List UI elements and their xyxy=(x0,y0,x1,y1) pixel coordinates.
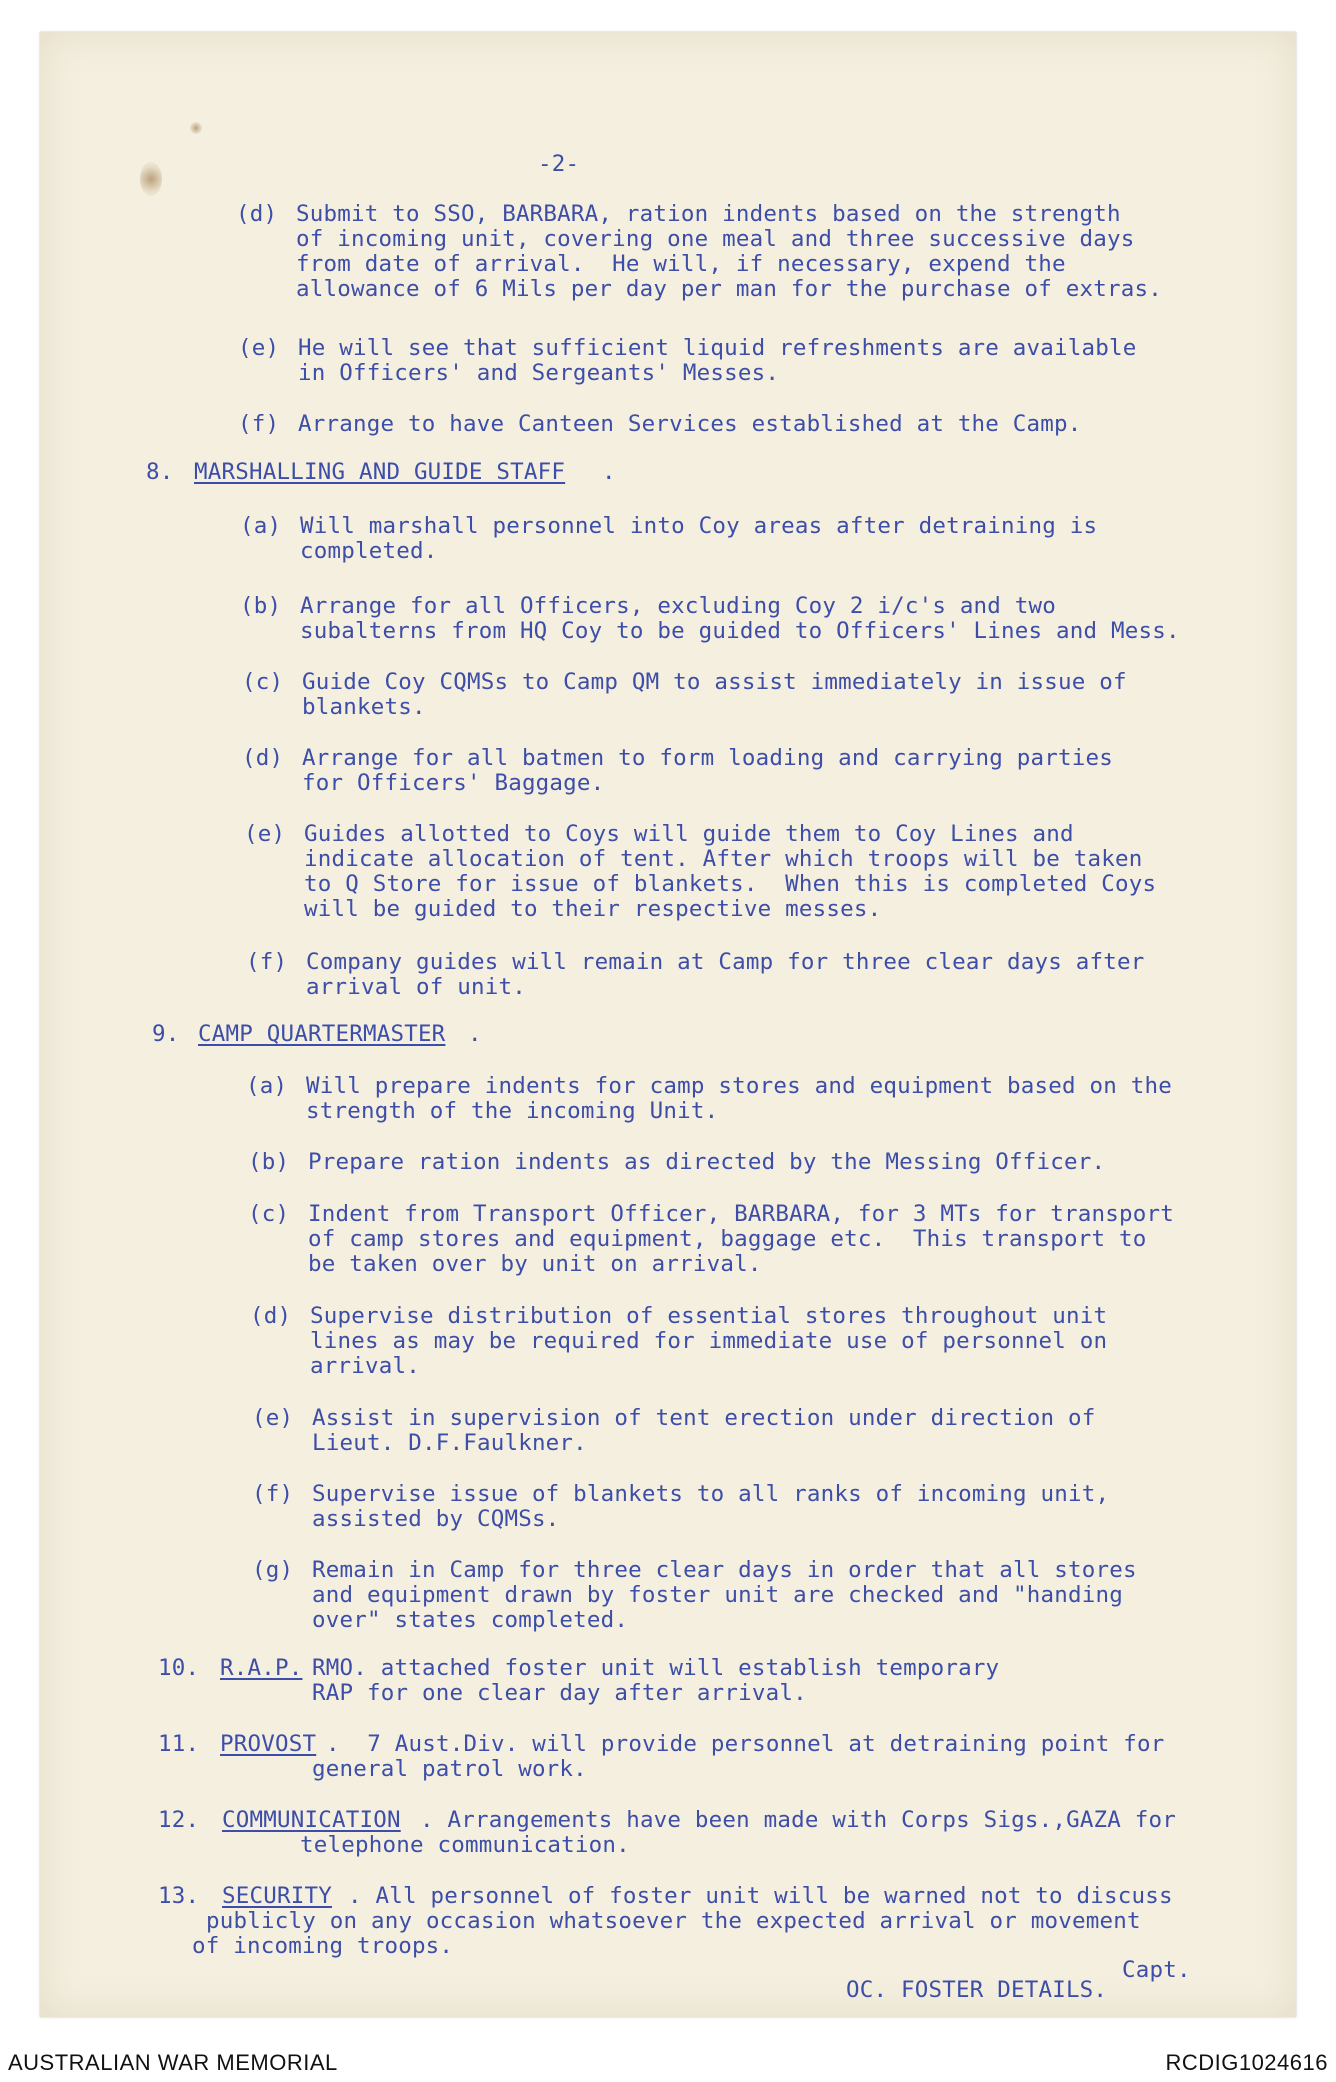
item-line: for Officers' Baggage. xyxy=(302,770,605,796)
item-line: blankets. xyxy=(302,694,426,720)
section-text: general patrol work. xyxy=(312,1756,587,1782)
item-line: strength of the incoming Unit. xyxy=(306,1098,719,1124)
item-line: Will prepare indents for camp stores and equipment based on the xyxy=(306,1073,1173,1099)
item-line: Supervise issue of blankets to all ranks of incoming unit, xyxy=(312,1481,1110,1507)
item-line: Guides allotted to Coys will guide them to Coy Lines and xyxy=(304,821,1074,847)
section-text: publicly on any occasion whatsoever the expected arrival or movement xyxy=(206,1908,1141,1934)
item-line: of incoming unit, covering one meal and three successive days xyxy=(296,226,1135,252)
item-line: lines as may be required for immediate use of personnel on xyxy=(310,1328,1108,1354)
item-line: Remain in Camp for three clear days in order that all stores xyxy=(312,1557,1137,1583)
item-label: (e) xyxy=(238,335,280,361)
item-label: (b) xyxy=(240,593,282,619)
item-label: (e) xyxy=(244,821,286,847)
item-label: (d) xyxy=(236,201,278,227)
item-line: Will marshall personnel into Coy areas after detraining is xyxy=(300,513,1098,539)
item-line: He will see that sufficient liquid refreshments are available xyxy=(298,335,1137,361)
section-text: RAP for one clear day after arrival. xyxy=(312,1680,807,1706)
section-title: SECURITY xyxy=(222,1883,332,1909)
item-label: (e) xyxy=(252,1405,294,1431)
item-line: Arrange to have Canteen Services established at the Camp. xyxy=(298,411,1082,437)
item-line: assisted by CQMSs. xyxy=(312,1506,560,1532)
item-line: Guide Coy CQMSs to Camp QM to assist immediately in issue of xyxy=(302,669,1127,695)
footer-id: RCDIG1024616 xyxy=(1165,2050,1328,2075)
item-line: Company guides will remain at Camp for three clear days after xyxy=(306,949,1145,975)
section-text: RMO. attached foster unit will establish temporary xyxy=(312,1655,1000,1681)
section-title: CAMP QUARTERMASTER xyxy=(198,1021,446,1047)
item-line: over" states completed. xyxy=(312,1607,629,1633)
paper-stain xyxy=(190,122,202,134)
item-line: Lieut. D.F.Faulkner. xyxy=(312,1430,587,1456)
section-title: R.A.P. xyxy=(220,1655,303,1681)
section-text: . All personnel of foster unit will be warned not to discuss xyxy=(348,1883,1173,1909)
page-number: -2- xyxy=(538,151,580,177)
title-period: . xyxy=(602,459,616,485)
item-line: Prepare ration indents as directed by the Messing Officer. xyxy=(308,1149,1106,1175)
section-title: PROVOST xyxy=(220,1731,317,1757)
section-number: 10. xyxy=(158,1655,200,1681)
item-line: be taken over by unit on arrival. xyxy=(308,1251,762,1277)
section-text: . 7 Aust.Div. will provide personnel at detraining point for xyxy=(326,1731,1165,1757)
item-label: (b) xyxy=(248,1149,290,1175)
section-text: . Arrangements have been made with Corps Sigs.,GAZA for xyxy=(420,1807,1177,1833)
item-line: indicate allocation of tent. After which troops will be taken xyxy=(304,846,1143,872)
item-line: from date of arrival. He will, if necessary, expend the xyxy=(296,251,1066,277)
item-label: (c) xyxy=(242,669,284,695)
item-label: (d) xyxy=(242,745,284,771)
section-title: MARSHALLING AND GUIDE STAFF xyxy=(194,459,566,485)
title-period: . xyxy=(468,1021,482,1047)
item-label: (a) xyxy=(240,513,282,539)
item-line: arrival of unit. xyxy=(306,974,526,1000)
item-line: Submit to SSO, BARBARA, ration indents based on the strength xyxy=(296,201,1121,227)
item-line: completed. xyxy=(300,538,438,564)
item-line: in Officers' and Sergeants' Messes. xyxy=(298,360,780,386)
section-number: 13. xyxy=(158,1883,200,1909)
item-line: and equipment drawn by foster unit are checked and "handing xyxy=(312,1582,1124,1608)
section-number: 8. xyxy=(146,459,174,485)
signature-rank: Capt. xyxy=(1122,1957,1191,1983)
item-line: Indent from Transport Officer, BARBARA, for 3 MTs for transport xyxy=(308,1201,1175,1227)
item-line: subalterns from HQ Coy to be guided to Officers' Lines and Mess. xyxy=(300,618,1180,644)
item-line: to Q Store for issue of blankets. When this is completed Coys xyxy=(304,871,1157,897)
section-title: COMMUNICATION xyxy=(222,1807,401,1833)
item-line: will be guided to their respective messes. xyxy=(304,896,882,922)
signature-title: OC. FOSTER DETAILS. xyxy=(846,1977,1108,2003)
paper-stain xyxy=(140,162,162,196)
item-label: (g) xyxy=(252,1557,294,1583)
item-line: allowance of 6 Mils per day per man for the purchase of extras. xyxy=(296,276,1163,302)
footer-institution: AUSTRALIAN WAR MEMORIAL xyxy=(8,2050,338,2075)
item-line: Arrange for all batmen to form loading and carrying parties xyxy=(302,745,1114,771)
section-number: 12. xyxy=(158,1807,200,1833)
item-label: (c) xyxy=(248,1201,290,1227)
section-number: 11. xyxy=(158,1731,200,1757)
item-line: Arrange for all Officers, excluding Coy 2 i/c's and two xyxy=(300,593,1057,619)
section-text: telephone communication. xyxy=(300,1832,630,1858)
item-label: (d) xyxy=(250,1303,292,1329)
item-label: (f) xyxy=(246,949,288,975)
item-line: of camp stores and equipment, baggage etc. This transport to xyxy=(308,1226,1147,1252)
item-label: (f) xyxy=(238,411,280,437)
item-label: (a) xyxy=(246,1073,288,1099)
section-number: 9. xyxy=(152,1021,180,1047)
item-line: Supervise distribution of essential stores throughout unit xyxy=(310,1303,1108,1329)
item-line: arrival. xyxy=(310,1353,420,1379)
item-line: Assist in supervision of tent erection under direction of xyxy=(312,1405,1096,1431)
section-text: of incoming troops. xyxy=(192,1933,454,1959)
item-label: (f) xyxy=(252,1481,294,1507)
